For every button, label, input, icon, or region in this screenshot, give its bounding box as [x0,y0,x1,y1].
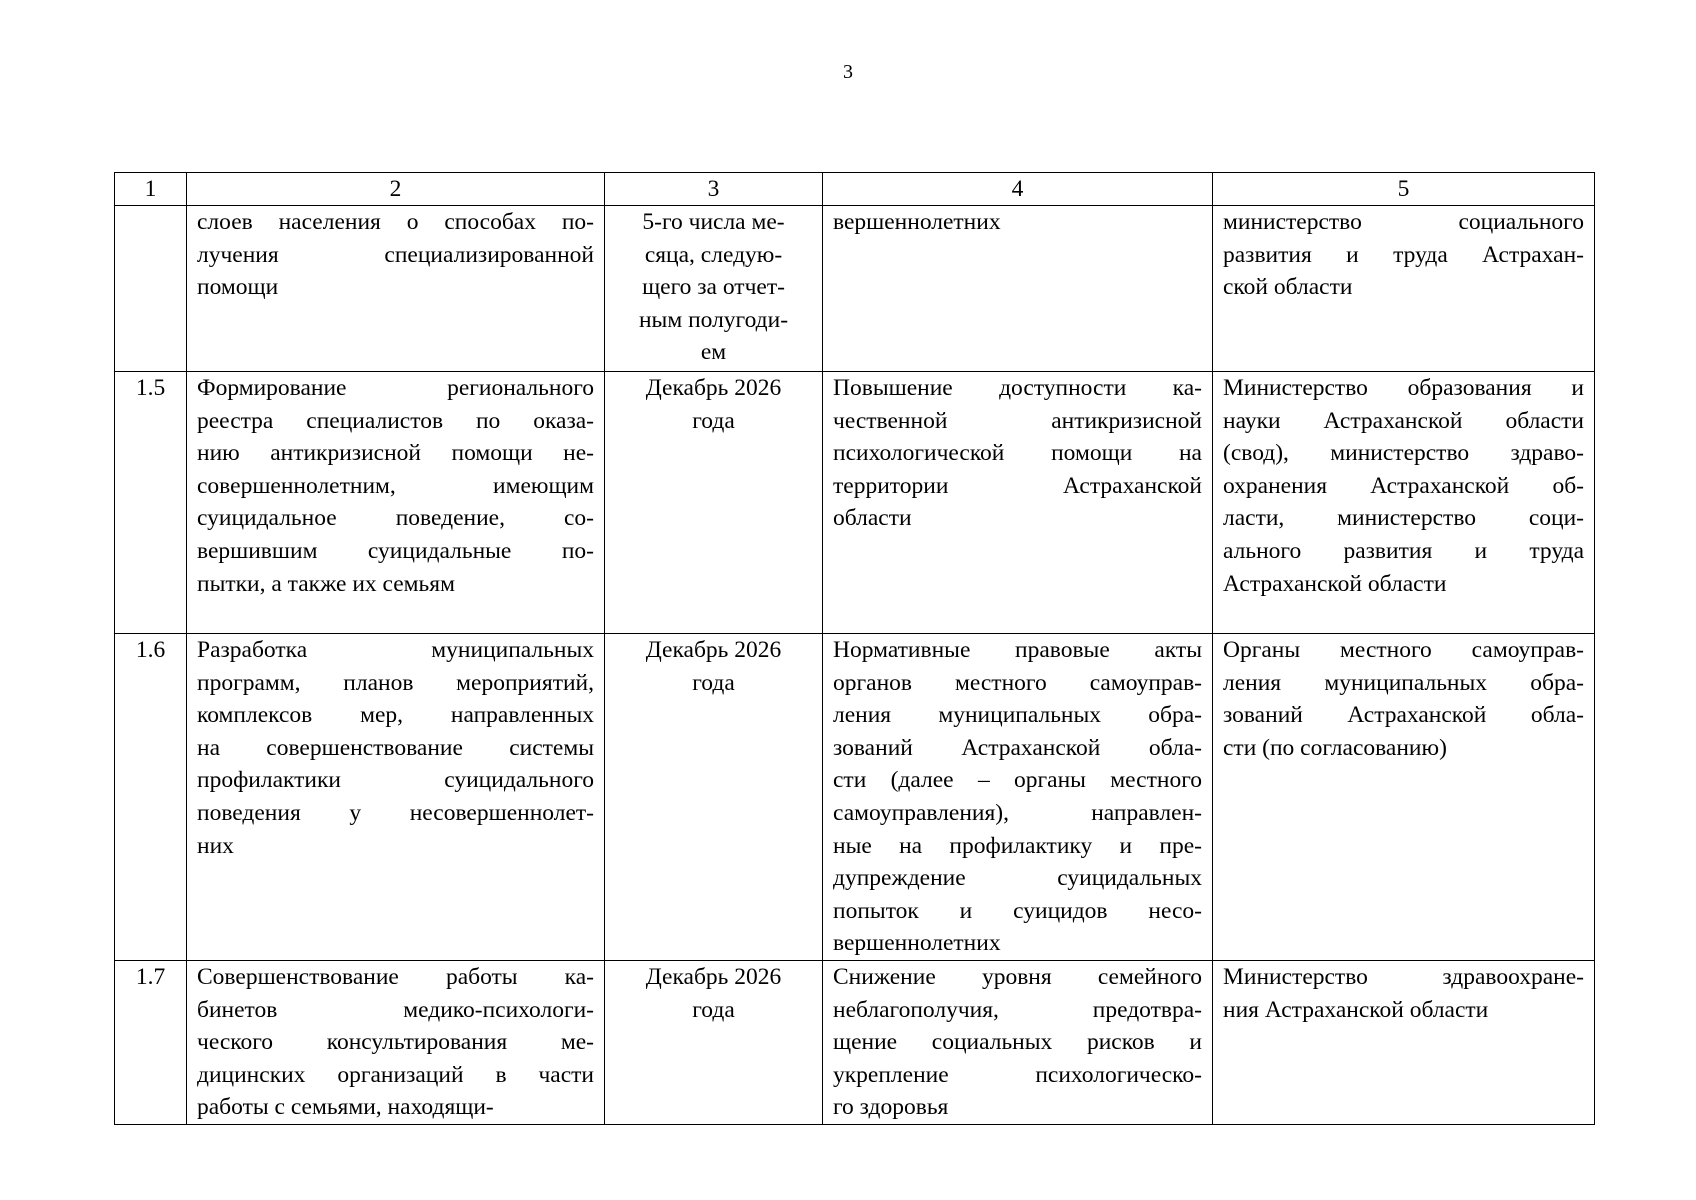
cell-line: Совершенствование работы ка- [197,964,594,990]
cell-line: науки Астраханской области [1223,407,1584,434]
cell-line: года [692,669,735,696]
cell-line: ния Астраханской области [1223,996,1489,1023]
table-row [115,372,1595,634]
table-row [115,961,1595,1125]
cell-line: ального развития и труда [1223,537,1584,564]
cell-line: сти (по согласованию) [1223,734,1447,761]
result-cell [823,372,1213,634]
term-cell [605,961,823,1125]
cell-line: неблагополучия, предотвра- [833,996,1202,1023]
cell-line: ласти, министерство соци- [1223,505,1584,532]
cell-line: ления муниципальных обра- [1223,669,1584,696]
page-number: 3 [843,61,853,83]
header-col-3: 3 [605,173,823,206]
executor-cell [1213,961,1595,1125]
row-number-cell [115,206,187,372]
term-cell [605,634,823,961]
cell-line: 5-го числа ме- [642,209,785,235]
cell-line: работы с семьями, находящи- [197,1094,494,1121]
cell-line: слоев населения о способах по- [197,209,594,235]
term-cell [605,206,823,372]
cell-line: совершеннолетним, имеющим [197,472,594,499]
cell-line: дицинских организаций в части [197,1061,594,1088]
cell-line: ные на профилактику и пре- [833,832,1202,859]
cell-line: щение социальных рисков и [833,1029,1202,1056]
cell-line: территории Астраханской [833,472,1202,499]
result-cell [823,961,1213,1125]
header-col-2: 2 [187,173,605,206]
cell-line: Повышение доступности ка- [833,375,1202,401]
cell-line: ем [700,339,727,366]
cell-line: Разработка муниципальных [197,637,594,663]
cell-line: попыток и суицидов несо- [833,897,1202,924]
cell-line: года [692,407,735,434]
cell-line: вершившим суицидальные по- [197,537,594,564]
cell-line: Декабрь 2026 [645,964,782,990]
cell-line: поведения у несовершеннолет- [197,799,594,826]
plan-table [114,172,1595,1125]
cell-line: развития и труда Астрахан- [1223,241,1584,268]
cell-line: ческого консультирования ме- [197,1029,594,1056]
cell-line: чественной антикризисной [833,407,1202,434]
executor-cell [1213,372,1595,634]
header-col-4: 4 [823,173,1213,206]
cell-line: нию антикризисной помощи не- [197,440,594,467]
cell-line: пытки, а также их семьям [197,570,455,597]
cell-line: укрепление психологическо- [833,1061,1202,1088]
executor-cell [1213,634,1595,961]
cell-line: профилактики суицидального [197,767,594,794]
action-cell [187,206,605,372]
cell-line: зований Астраханской обла- [1223,702,1584,729]
action-cell [187,634,605,961]
header-col-5: 5 [1213,173,1595,206]
action-cell [187,372,605,634]
cell-line: Декабрь 2026 [645,637,782,663]
result-cell [823,634,1213,961]
cell-line: комплексов мер, направленных [197,702,594,729]
cell-line: сти (далее – органы местного [833,767,1202,794]
cell-line: области [833,505,912,532]
cell-line: Декабрь 2026 [645,375,782,401]
cell-line: щего за отчет- [642,274,785,301]
cell-line: ления муниципальных обра- [833,702,1202,729]
cell-line: них [197,832,234,859]
cell-line: лучения специализированной [197,241,594,268]
cell-line: года [692,996,735,1023]
cell-line: самоуправления), направлен- [833,799,1202,826]
row-number-cell: 1.5 [115,372,187,634]
table-row [115,634,1595,961]
result-cell [823,206,1213,372]
cell-line: психологической помощи на [833,440,1202,467]
cell-line: Формирование регионального [197,375,594,401]
cell-line: министерство социального [1223,209,1584,235]
cell-line: зований Астраханской обла- [833,734,1202,761]
cell-line: суицидальное поведение, со- [197,505,594,532]
cell-line: программ, планов мероприятий, [197,669,594,696]
row-number-cell: 1.6 [115,634,187,961]
cell-line: го здоровья [833,1094,949,1121]
cell-line: охранения Астраханской об- [1223,472,1584,499]
cell-line: сяца, следую- [644,241,783,268]
cell-line: Министерство образования и [1223,375,1584,401]
cell-line: вершеннолетних [833,209,1001,235]
row-number-cell: 1.7 [115,961,187,1125]
cell-line: бинетов медико-психологи- [197,996,594,1023]
executor-cell [1213,206,1595,372]
cell-line: ской области [1223,274,1353,301]
cell-line: ным полугоди- [638,306,789,333]
cell-line: дупреждение суицидальных [833,865,1202,892]
cell-line: Снижение уровня семейного [833,964,1202,990]
cell-line: реестра специалистов по оказа- [197,407,594,434]
cell-line: Министерство здравоохране- [1223,964,1584,990]
header-col-1: 1 [115,173,187,206]
cell-line: вершеннолетних [833,930,1001,957]
action-cell [187,961,605,1125]
cell-line: Нормативные правовые акты [833,637,1202,663]
cell-line: Астраханской области [1223,570,1447,597]
term-cell [605,372,823,634]
cell-line: Органы местного самоуправ- [1223,637,1584,663]
cell-line: помощи [197,274,279,301]
cell-line: (свод), министерство здраво- [1223,440,1584,467]
table-header-row [115,173,1595,206]
table-row [115,206,1595,372]
cell-line: на совершенствование системы [197,734,594,761]
cell-line: органов местного самоуправ- [833,669,1202,696]
